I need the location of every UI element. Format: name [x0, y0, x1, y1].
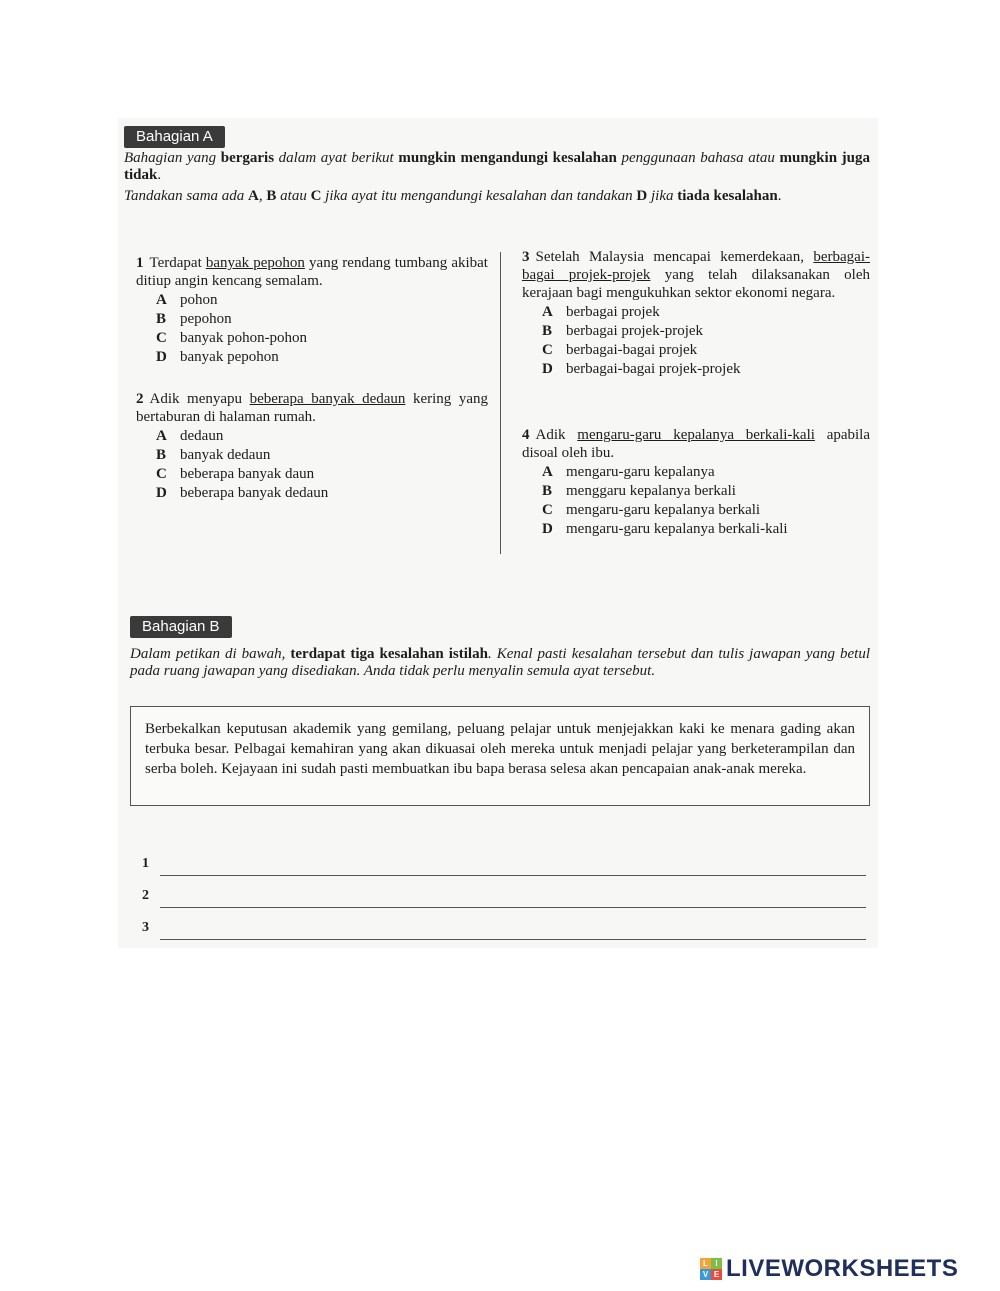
section-a-badge: Bahagian A [124, 126, 225, 148]
question-1 [136, 254, 488, 366]
question-2-underlined: beberapa banyak dedaun [249, 391, 406, 407]
question-4-stem: 4 Adik mengaru-garu kepalanya berkali-kali apabila disoal oleh ibu. [522, 427, 870, 461]
question-1-option-d[interactable]: D banyak pepohon [156, 349, 279, 365]
section-b-badge: Bahagian B [130, 616, 232, 638]
question-1-underlined: banyak pepohon [205, 255, 305, 271]
section-a-instruction-1: Bahagian yang bergaris dalam ayat berikut mungkin mengandungi kesalahan penggunaan bahasa atau mungkin juga tidak. [124, 150, 870, 183]
section-b-instruction: Dalam petikan di bawah, terdapat tiga kesalahan istilah. Kenal pasti kesalahan tersebut dan tulis jawapan yang betul pada ruang jawapan yang disediakan. Anda tidak perlu menyalin semula ayat tersebut. [130, 646, 870, 679]
liveworksheets-brand [700, 1256, 958, 1282]
question-1-option-b[interactable]: B pepohon [156, 311, 232, 327]
question-4-option-d[interactable]: D mengaru-garu kepalanya berkali-kali [542, 521, 788, 537]
question-4-option-c[interactable]: C mengaru-garu kepalanya berkali [542, 502, 761, 518]
section-a-instruction-2: Tandakan sama ada A, B atau C jika ayat itu mengandungi kesalahan dan tandakan D jika tiada kesalahan. [124, 188, 782, 204]
column-divider [500, 252, 501, 554]
question-3-underlined: berbagai-bagai projek-projek [522, 249, 870, 283]
question-4 [522, 426, 870, 538]
question-3-option-c[interactable]: C berbagai-bagai projek [542, 342, 698, 358]
question-3-stem: 3 Setelah Malaysia mencapai kemerdekaan, berbagai-bagai projek-projek yang telah dilaksanakan oleh kerajaan bagi mengukuhkan sektor ekonomi negara. [522, 249, 870, 301]
answer-line-1[interactable]: 1 [142, 856, 866, 878]
question-3-option-a[interactable]: A berbagai projek [542, 304, 660, 320]
question-3-option-d[interactable]: D berbagai-bagai projek-projek [542, 361, 741, 377]
question-2 [136, 390, 488, 502]
liveworksheets-logo-icon: L I V E [700, 1258, 722, 1280]
question-1-option-a[interactable]: A pohon [156, 292, 218, 308]
question-2-option-c[interactable]: C beberapa banyak daun [156, 466, 315, 482]
question-2-stem: 2 Adik menyapu beberapa banyak dedaun kering yang bertaburan di halaman rumah. [136, 391, 489, 425]
question-2-option-a[interactable]: A dedaun [156, 428, 224, 444]
question-4-option-a[interactable]: A mengaru-garu kepalanya [542, 464, 715, 480]
question-1-stem: 1 Terdapat banyak pepohon yang rendang tumbang akibat ditiup angin kencang semalam. [136, 255, 488, 289]
question-3 [522, 248, 870, 378]
question-2-option-b[interactable]: B banyak dedaun [156, 447, 271, 463]
question-3-option-b[interactable]: B berbagai projek-projek [542, 323, 704, 339]
question-4-underlined: mengaru-garu kepalanya berkali-kali [577, 427, 815, 443]
question-1-option-c[interactable]: C banyak pohon-pohon [156, 330, 308, 346]
passage-box: Berbekalkan keputusan akademik yang gemilang, peluang pelajar untuk menjejakkan kaki ke menara gading akan terbuka besar. Pelbagai kemahiran yang akan dikuasai oleh mereka untuk menjadi pelajar yang berketerampilan dan serba boleh. Kejayaan ini sudah pasti membuatkan ibu bapa berasa selesa akan pencapaian anak-anak mereka. [130, 706, 870, 806]
answer-line-2[interactable]: 2 [142, 888, 866, 910]
answer-line-3[interactable]: 3 [142, 920, 866, 942]
question-4-option-b[interactable]: B menggaru kepalanya berkali [542, 483, 736, 499]
question-2-option-d[interactable]: D beberapa banyak dedaun [156, 485, 329, 501]
brand-name: LIVEWORKSHEETS [726, 1255, 959, 1282]
